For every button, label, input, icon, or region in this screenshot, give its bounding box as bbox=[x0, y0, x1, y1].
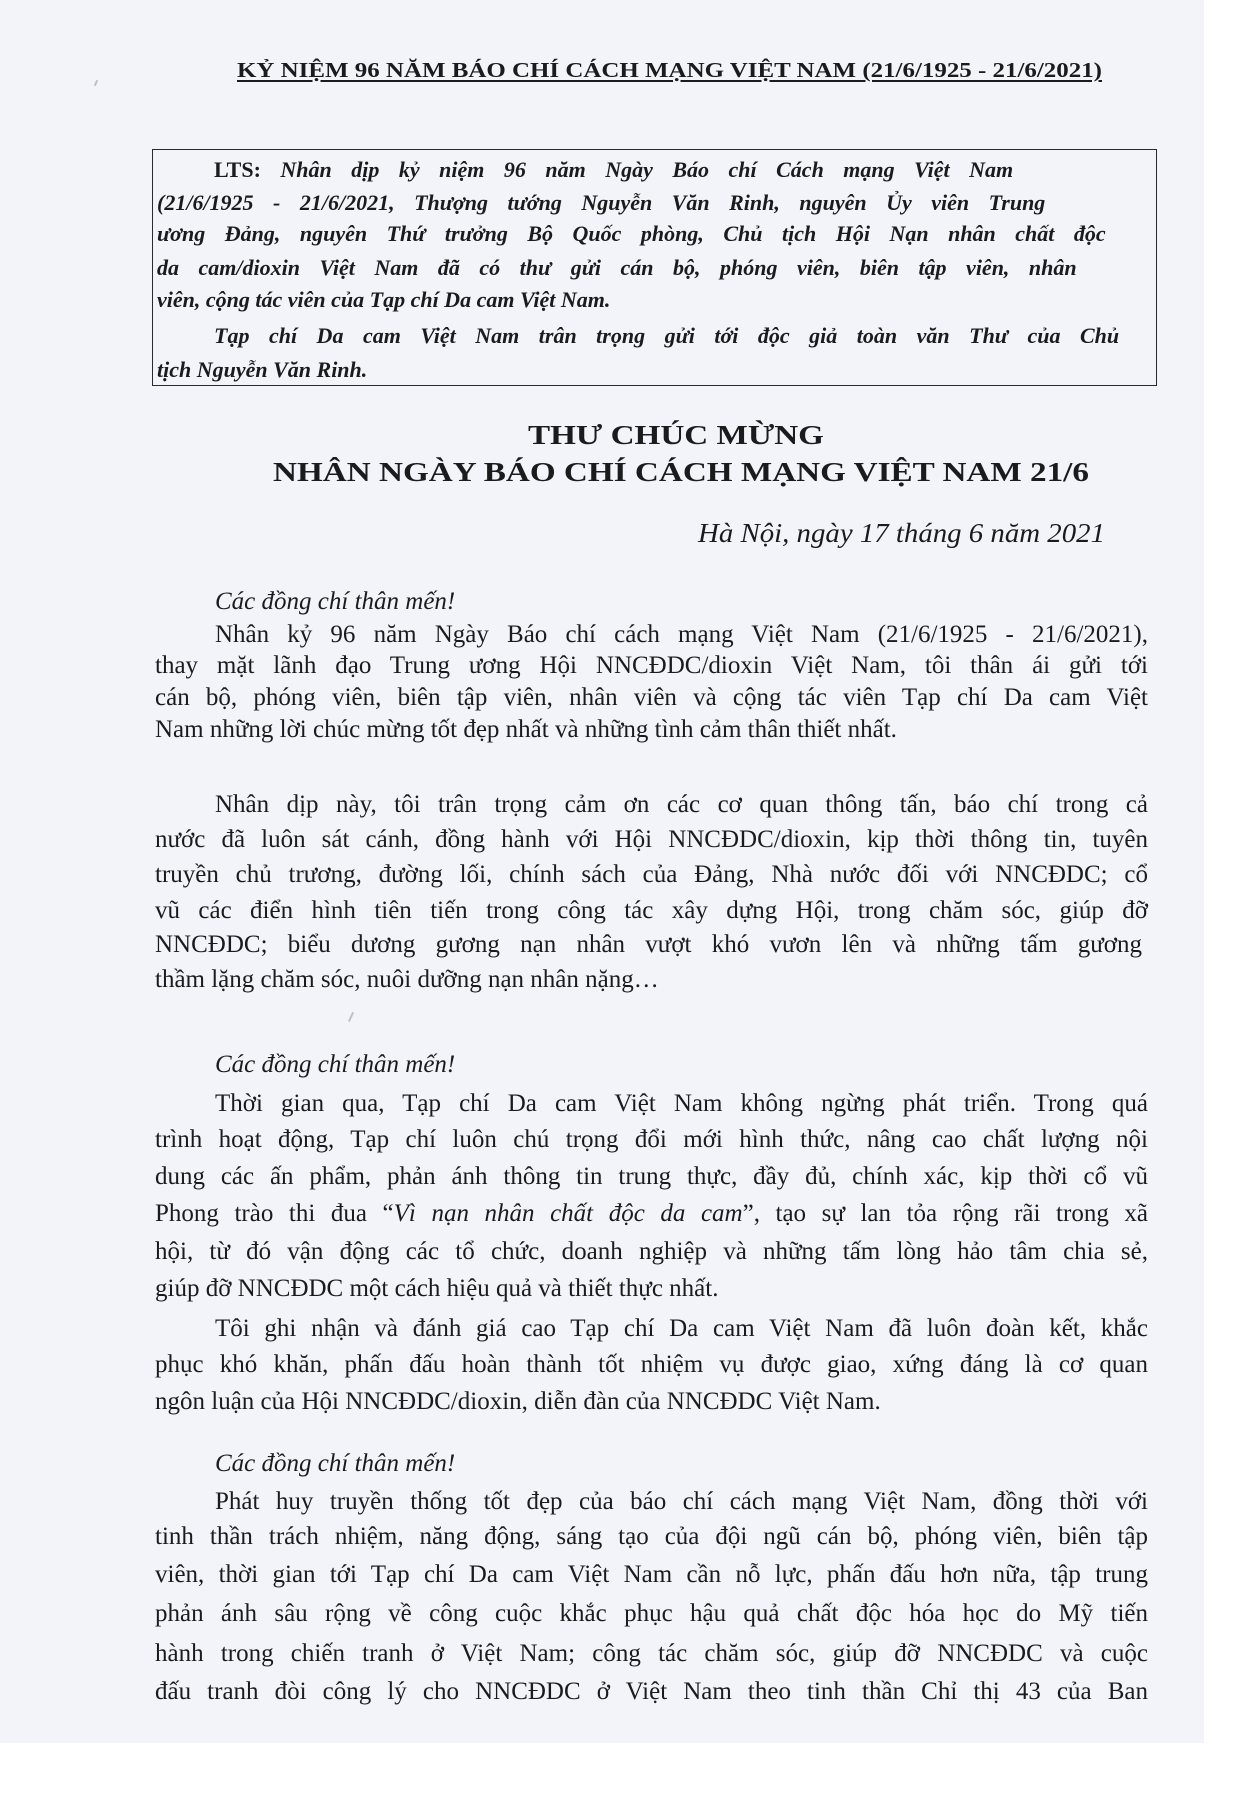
paragraph-line: giúp đỡ NNCĐDC một cách hiệu quả và thiết thực nhất. bbox=[155, 1275, 719, 1302]
paragraph-line: tinh thần trách nhiệm, năng động, sáng tạo của đội ngũ cán bộ, phóng viên, biên tập bbox=[155, 1523, 1148, 1550]
anniversary-header-text: KỶ NIỆM 96 NĂM BÁO CHÍ CÁCH MẠNG VIỆT NAM (21/6/1925 - 21/6/2021) bbox=[237, 58, 1102, 82]
editor-note-line: Tạp chí Da cam Việt Nam trân trọng gửi tới độc giả toàn văn Thư của Chủ bbox=[214, 323, 1120, 348]
paragraph-line: phản ánh sâu rộng về công cuộc khắc phục hậu quả chất độc hóa học do Mỹ tiến bbox=[155, 1600, 1148, 1627]
paragraph-line: đấu tranh đòi công lý cho NNCĐDC ở Việt Nam theo tinh thần Chỉ thị 43 của Ban bbox=[155, 1678, 1148, 1705]
paragraph-line: thay mặt lãnh đạo Trung ương Hội NNCĐDC/dioxin Việt Nam, tôi thân ái gửi tới bbox=[155, 652, 1148, 679]
paragraph-line: truyền chủ trương, đường lối, chính sách của Đảng, Nhà nước đối với NNCĐDC; cổ bbox=[155, 861, 1148, 888]
paragraph-line: dung các ấn phẩm, phản ánh thông tin trung thực, đầy đủ, chính xác, kịp thời cổ vũ bbox=[155, 1163, 1148, 1190]
letter-title-line2: NHÂN NGÀY BÁO CHÍ CÁCH MẠNG VIỆT NAM 21/6 bbox=[273, 457, 1089, 487]
editor-note-line: tịch Nguyễn Văn Rinh. bbox=[157, 357, 368, 382]
editor-note-line: (21/6/1925 - 21/6/2021, Thượng tướng Nguyễn Văn Rinh, nguyên Ủy viên Trung bbox=[157, 190, 1046, 215]
paragraph-line: hành trong chiến tranh ở Việt Nam; công tác chăm sóc, giúp đỡ NNCĐDC và cuộc bbox=[155, 1640, 1148, 1667]
paragraph-line: Phát huy truyền thống tốt đẹp của báo chí cách mạng Việt Nam, đồng thời với bbox=[215, 1488, 1148, 1515]
paragraph-line: viên, thời gian tới Tạp chí Da cam Việt Nam cần nỗ lực, phấn đấu hơn nữa, tập trung bbox=[155, 1561, 1148, 1588]
letter-title-line1: THƯ CHÚC MỪNG bbox=[528, 420, 824, 450]
paragraph-line: Tôi ghi nhận và đánh giá cao Tạp chí Da cam Việt Nam đã luôn đoàn kết, khắc bbox=[215, 1315, 1148, 1342]
greeting: Các đồng chí thân mến! bbox=[215, 1450, 456, 1477]
campaign-name: Vì nạn nhân chất độc da cam bbox=[393, 1200, 743, 1227]
paragraph-line: cán bộ, phóng viên, biên tập viên, nhân viên và cộng tác viên Tạp chí Da cam Việt bbox=[155, 684, 1148, 711]
editor-note-line: da cam/dioxin Việt Nam đã có thư gửi cán bộ, phóng viên, biên tập viên, nhân bbox=[157, 255, 1077, 280]
greeting: Các đồng chí thân mến! bbox=[215, 1051, 456, 1078]
greeting: Các đồng chí thân mến! bbox=[215, 588, 456, 615]
paragraph-line: thầm lặng chăm sóc, nuôi dưỡng nạn nhân nặng… bbox=[155, 966, 659, 993]
anniversary-header bbox=[237, 58, 1102, 82]
paragraph-line: Nhân kỷ 96 năm Ngày Báo chí cách mạng Việt Nam (21/6/1925 - 21/6/2021), bbox=[215, 621, 1148, 648]
paragraph-line-campaign: Phong trào thi đua “Vì nạn nhân chất độc da cam”, tạo sự lan tỏa rộng rãi trong xã bbox=[155, 1200, 1148, 1227]
paragraph-line: trình hoạt động, Tạp chí luôn chú trọng đổi mới hình thức, nâng cao chất lượng nội bbox=[155, 1126, 1148, 1153]
editor-note-line: ương Đảng, nguyên Thứ trưởng Bộ Quốc phòng, Chủ tịch Hội Nạn nhân chất độc bbox=[157, 221, 1106, 246]
paragraph-line: NNCĐDC; biểu dương gương nạn nhân vượt khó vươn lên và những tấm gương bbox=[155, 931, 1142, 958]
editor-note-label: LTS: bbox=[214, 157, 261, 182]
paragraph-line: phục khó khăn, phấn đấu hoàn thành tốt nhiệm vụ được giao, xứng đáng là cơ quan bbox=[155, 1351, 1148, 1378]
paragraph-line: Nam những lời chúc mừng tốt đẹp nhất và những tình cảm thân thiết nhất. bbox=[155, 716, 897, 743]
editor-note-line: LTS: Nhân dịp kỷ niệm 96 năm Ngày Báo chí Cách mạng Việt Nam bbox=[214, 157, 1014, 182]
paragraph-line: Nhân dịp này, tôi trân trọng cảm ơn các cơ quan thông tấn, báo chí trong cả bbox=[215, 791, 1148, 818]
letter-date: Hà Nội, ngày 17 tháng 6 năm 2021 bbox=[698, 518, 1105, 548]
editor-note-line: viên, cộng tác viên của Tạp chí Da cam Việt Nam. bbox=[157, 287, 611, 312]
paragraph-line: nước đã luôn sát cánh, đồng hành với Hội NNCĐDC/dioxin, kịp thời thông tin, tuyên bbox=[155, 826, 1148, 853]
paragraph-line: ngôn luận của Hội NNCĐDC/dioxin, diễn đàn của NNCĐDC Việt Nam. bbox=[155, 1388, 881, 1415]
paragraph-line: hội, từ đó vận động các tổ chức, doanh nghiệp và những tấm lòng hảo tâm chia sẻ, bbox=[155, 1238, 1148, 1265]
paragraph-line: vũ các điển hình tiên tiến trong công tác xây dựng Hội, trong chăm sóc, giúp đỡ bbox=[155, 897, 1148, 924]
paragraph-line: Thời gian qua, Tạp chí Da cam Việt Nam không ngừng phát triển. Trong quá bbox=[215, 1090, 1148, 1117]
